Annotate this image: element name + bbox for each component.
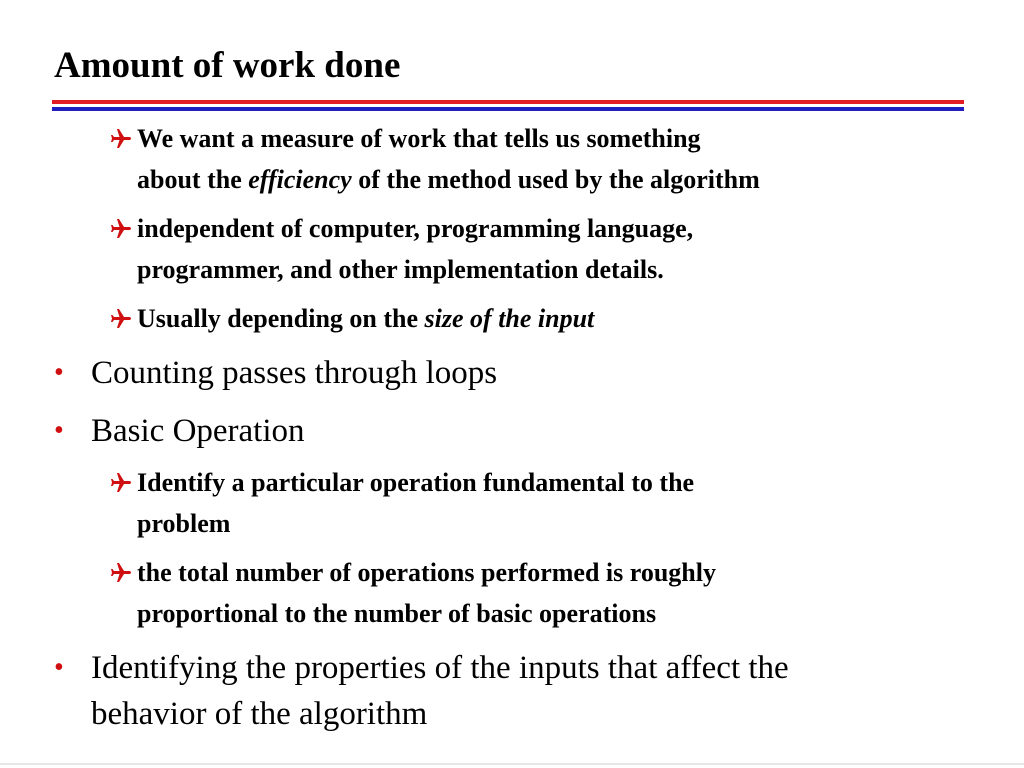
bullet-icon: • — [54, 415, 64, 446]
footer-divider — [0, 763, 1024, 765]
bullet-icon: • — [54, 652, 64, 683]
slide-title: Amount of work done — [54, 45, 401, 86]
airplane-icon — [106, 298, 136, 339]
sub-bullet-text: Identify a particular operation fundamental to the — [137, 468, 695, 497]
airplane-icon — [106, 118, 136, 159]
sub-bullet-text: about the — [137, 165, 249, 194]
emphasis-text: efficiency — [248, 165, 352, 194]
bullet-text: Counting passes through loops — [91, 355, 498, 391]
sub-bullet-text: proportional to the number of basic operations — [137, 599, 657, 628]
airplane-icon — [106, 208, 136, 249]
sub-bullet-text: We want a measure of work that tells us something — [137, 124, 701, 153]
airplane-icon — [106, 552, 136, 593]
bullet-text: behavior of the algorithm — [91, 696, 428, 732]
airplane-icon — [106, 462, 136, 503]
sub-bullet-text: programmer, and other implementation details. — [137, 255, 664, 284]
sub-bullet-text: Usually depending on the — [137, 304, 425, 333]
emphasis-text: size of the input — [424, 304, 595, 333]
sub-bullet-text: problem — [137, 509, 231, 538]
sub-bullet-text: of the method used by the algorithm — [351, 165, 760, 194]
bullet-text: Basic Operation — [91, 413, 305, 449]
title-rule-blue — [52, 107, 964, 111]
sub-bullet-text: the total number of operations performed is roughly — [137, 558, 716, 587]
bullet-text: Identifying the properties of the inputs that affect the — [91, 650, 789, 686]
sub-bullet-text: independent of computer, programming language, — [137, 214, 694, 243]
title-rule-red — [52, 100, 964, 104]
bullet-icon: • — [54, 357, 64, 388]
